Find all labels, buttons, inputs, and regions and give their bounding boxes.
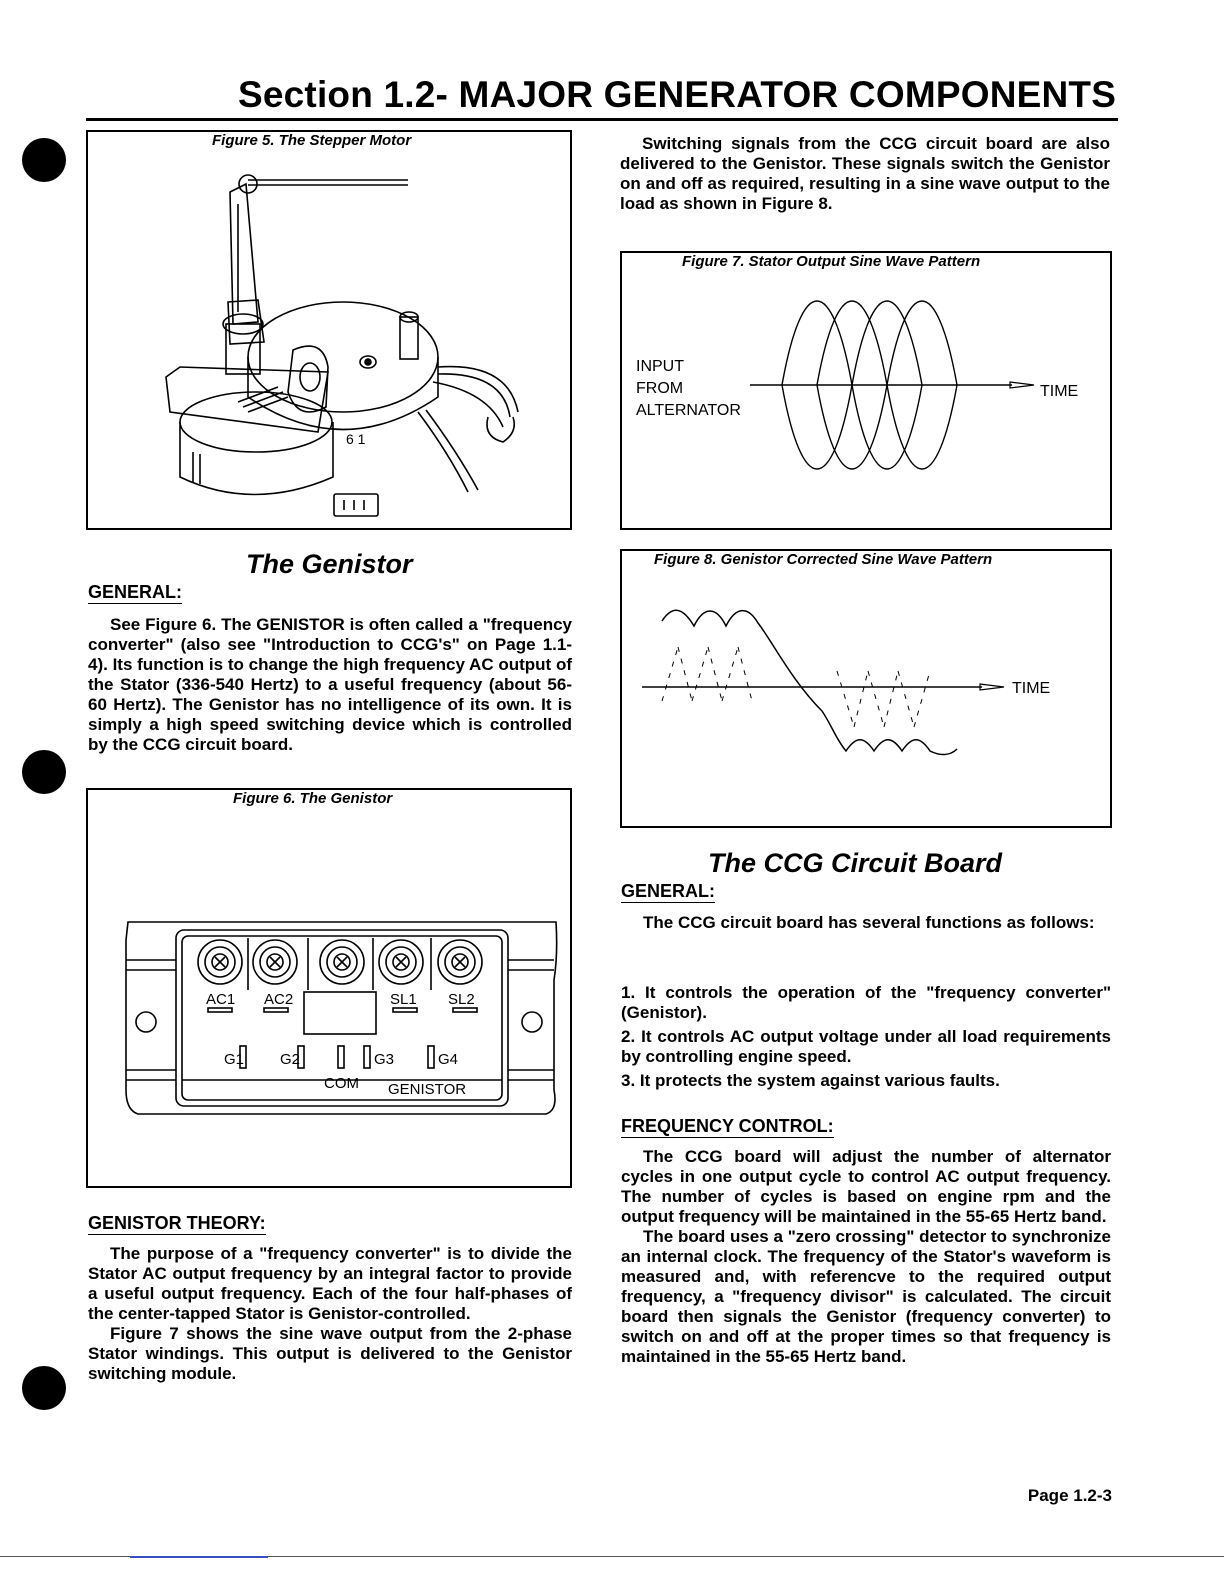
figure-5-frame	[86, 130, 572, 530]
time-axis-arrow	[1010, 382, 1034, 388]
figure-5-stamp: 6 1	[346, 431, 366, 447]
genistor-theory-text: The purpose of a "frequency converter" is to divide the Stator AC output frequency by an integral factor to provide a useful output frequency. Each of the four half-phases of the center-tapped Stator is Genistor-controlled. Figure 7 shows the sine wave output from the 2-phase Stator windings. This output is delivered to the Genistor switching module.	[88, 1244, 572, 1383]
figure-7-frame	[620, 251, 1112, 530]
genistor-corrected-wave-chart	[622, 551, 1110, 826]
genistor-theory-heading: GENISTOR THEORY:	[88, 1213, 266, 1233]
time-axis-label: TIME	[1012, 680, 1051, 697]
stator-sine-wave-chart	[622, 253, 1110, 528]
footer-accent-rule	[130, 1556, 268, 1558]
figure-8-frame	[620, 549, 1112, 828]
figure-8-caption: Figure 8. Genistor Corrected Sine Wave Pattern	[654, 551, 993, 568]
page-number: Page 1.2-3	[1027, 1486, 1112, 1505]
input-label-3: ALTERNATOR	[636, 402, 741, 419]
terminal-row	[198, 940, 482, 984]
stepper-motor-illustration	[88, 132, 570, 528]
frequency-control-text: The CCG board will adjust the number of alternator cycles in one output cycle to control AC output frequency. The number of cycles is based on engine rpm and the output frequency will be maintained in the 55-65 Hertz band. The board uses a "zero crossing" detector to synchronize an internal clock. The frequency of the Stator's waveform is measured and, with referencve to the required output frequency, a "frequency divisor" is calculated. The circuit board then signals the Genistor (frequency converter) to switch on and off at the proper times so that frequency is maintained in the 55-65 Hertz band.	[621, 1147, 1111, 1366]
ccg-general-text: The CCG circuit board has several functions as follows:	[643, 913, 1095, 932]
title-rule	[86, 118, 1118, 121]
figure-6-frame	[86, 788, 572, 1188]
terminal-label-sl1: SL1	[390, 991, 417, 1008]
genistor-label: GENISTOR	[388, 1081, 467, 1098]
page-title: Section 1.2- MAJOR GENERATOR COMPONENTS	[238, 74, 1117, 115]
time-axis-arrow	[980, 684, 1004, 690]
input-label-2: FROM	[636, 380, 684, 397]
list-item: 1. It controls the operation of the "frequency converter" (Genistor).	[621, 983, 1111, 1022]
genistor-module-illustration	[88, 790, 570, 1186]
list-item: 3. It protects the system against various faults.	[621, 1071, 1000, 1090]
genistor-section-title: The Genistor	[246, 549, 413, 579]
ccg-function-list	[621, 983, 1111, 1091]
binder-hole-middle	[22, 750, 66, 794]
binder-hole-top	[22, 138, 66, 182]
time-axis-label: TIME	[1040, 383, 1079, 400]
terminal-label-ac1: AC1	[206, 991, 236, 1008]
terminal-label-g3: G3	[374, 1051, 395, 1068]
left-general-heading: GENERAL:	[88, 582, 182, 602]
figure-6-caption: Figure 6. The Genistor	[233, 790, 393, 807]
terminal-label-g1: G1	[224, 1051, 245, 1068]
figure-7-caption: Figure 7. Stator Output Sine Wave Pattern	[682, 253, 981, 270]
genistor-general-text: See Figure 6. The GENISTOR is often called a "frequency converter" (also see "Introduction to CCG's" on Page 1.1-4). Its function is to change the high frequency AC output of the Stator (336-540 Hertz) to a useful frequency (about 56-60 Hertz). The Genistor has no intelligence of its own. It is simply a high speed switching device which is controlled by the CCG circuit board.	[88, 615, 572, 754]
list-item: 2. It controls AC output voltage under all load requirements by controlling engine speed.	[621, 1027, 1111, 1066]
com-label: COM	[324, 1075, 359, 1092]
input-label-1: INPUT	[636, 358, 684, 375]
frequency-control-heading: FREQUENCY CONTROL:	[621, 1116, 834, 1136]
corrected-wave	[662, 610, 957, 754]
switching-signals-text: Switching signals from the CCG circuit board are also delivered to the Genistor. These signals switch the Genistor on and off as required, resulting in a sine wave output to the load as shown in Figure 8.	[620, 134, 1110, 213]
terminal-label-sl2: SL2	[448, 991, 475, 1008]
binder-hole-bottom	[22, 1366, 66, 1410]
terminal-label-ac2: AC2	[264, 991, 294, 1008]
ccg-section-title: The CCG Circuit Board	[708, 848, 1003, 878]
terminal-label-g4: G4	[438, 1051, 459, 1068]
terminal-label-g2: G2	[280, 1051, 301, 1068]
right-general-heading: GENERAL:	[621, 881, 715, 901]
figure-5-caption: Figure 5. The Stepper Motor	[212, 132, 412, 149]
